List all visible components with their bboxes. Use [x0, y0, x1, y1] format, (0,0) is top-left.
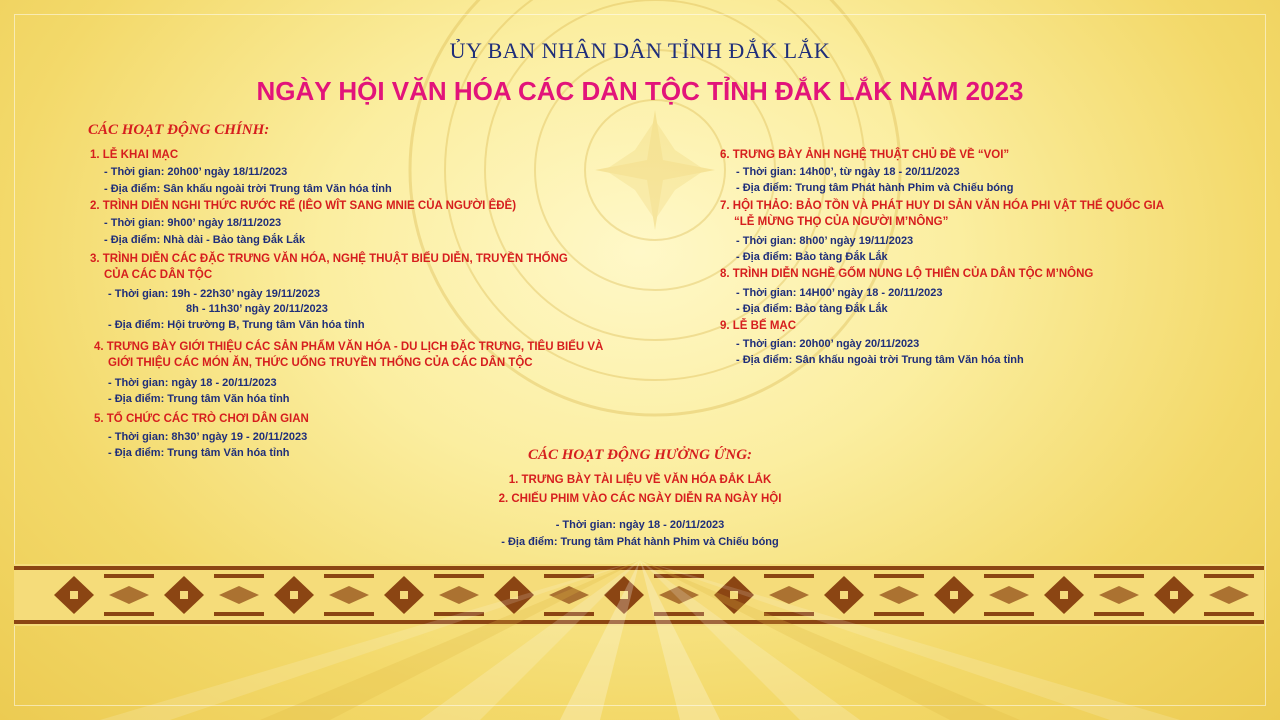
activity-7-title: 7. HỘI THẢO: BẢO TỒN VÀ PHÁT HUY DI SẢN VĂN HÓA PHI VẬT THỂ QUỐC GIA	[720, 200, 1165, 212]
activity-9-title: 9. LỄ BẾ MẠC	[720, 320, 797, 332]
activity-2-location: - Địa điểm: Nhà dài - Bảo tàng Đắk Lắk	[104, 234, 306, 246]
activity-1-title: 1. LỄ KHAI MẠC	[90, 149, 179, 161]
activity-9-time: - Thời gian: 20h00’ ngày 20/11/2023	[736, 338, 920, 350]
activity-2-time: - Thời gian: 9h00’ ngày 18/11/2023	[104, 217, 282, 229]
activity-7-time: - Thời gian: 8h00’ ngày 19/11/2023	[736, 235, 914, 247]
activity-3-time-2: 8h - 11h30’ ngày 20/11/2023	[186, 303, 328, 315]
response-item-1: 1. TRƯNG BÀY TÀI LIỆU VỀ VĂN HÓA ĐẮK LẮK	[508, 474, 772, 486]
response-time: - Thời gian: ngày 18 - 20/11/2023	[555, 519, 725, 531]
activity-6-time: - Thời gian: 14h00’, từ ngày 18 - 20/11/2023	[736, 166, 960, 178]
response-activities-heading: CÁC HOẠT ĐỘNG HƯỞNG ỨNG:	[527, 447, 753, 463]
activity-8-time: - Thời gian: 14H00’ ngày 18 - 20/11/2023	[736, 287, 943, 299]
activity-1-location: - Địa điểm: Sân khấu ngoài trời Trung tâm Văn hóa tỉnh	[104, 183, 392, 195]
main-activities-heading: CÁC HOẠT ĐỘNG CHÍNH:	[88, 122, 270, 138]
poster-title: NGÀY HỘI VĂN HÓA CÁC DÂN TỘC TỈNH ĐẮK LẮK NĂM 2023	[256, 76, 1024, 106]
response-location: - Địa điểm: Trung tâm Phát hành Phim và Chiếu bóng	[501, 536, 779, 548]
activity-1-time: - Thời gian: 20h00’ ngày 18/11/2023	[104, 166, 288, 178]
activity-4-title-line2: GIỚI THIỆU CÁC MÓN ĂN, THỨC UỐNG TRUYỀN THỐNG CỦA CÁC DÂN TỘC	[108, 357, 533, 369]
activity-4-title: 4. TRƯNG BÀY GIỚI THIỆU CÁC SẢN PHẨM VĂN HÓA - DU LỊCH ĐẶC TRƯNG, TIÊU BIỂU VÀ	[94, 341, 604, 353]
activity-3-title-line2: CỦA CÁC DÂN TỘC	[104, 269, 213, 281]
activity-3-time: - Thời gian: 19h - 22h30’ ngày 19/11/2023	[108, 288, 321, 300]
activity-5-time: - Thời gian: 8h30’ ngày 19 - 20/11/2023	[108, 431, 308, 443]
activity-5-location: - Địa điểm: Trung tâm Văn hóa tỉnh	[108, 447, 290, 459]
activity-4-time: - Thời gian: ngày 18 - 20/11/2023	[108, 377, 277, 389]
activity-6-title: 6. TRƯNG BÀY ẢNH NGHỆ THUẬT CHỦ ĐỀ VỀ “VOI”	[720, 149, 1010, 161]
organization-name: ỦY BAN NHÂN DÂN TỈNH ĐẮK LẮK	[449, 38, 831, 63]
activity-9-location: - Địa điểm: Sân khấu ngoài trời Trung tâm Văn hóa tỉnh	[736, 354, 1024, 366]
activity-2-title: 2. TRÌNH DIỄN NGHI THỨC RƯỚC RỂ (IÊO WÎT SANG MNIE CỦA NGƯỜI ÊĐÊ)	[90, 200, 517, 212]
activity-8-location: - Địa điểm: Bảo tàng Đắk Lắk	[736, 303, 888, 315]
activity-5-title: 5. TỔ CHỨC CÁC TRÒ CHƠI DÂN GIAN	[94, 413, 309, 425]
bottom-ray-decoration	[0, 560, 1280, 720]
response-item-2: 2. CHIẾU PHIM VÀO CÁC NGÀY DIỄN RA NGÀY HỘI	[498, 493, 782, 505]
activity-3-title: 3. TRÌNH DIỄN CÁC ĐẶC TRƯNG VĂN HÓA, NGHỆ THUẬT BIỂU DIỄN, TRUYỀN THỐNG	[90, 253, 568, 265]
activity-8-title: 8. TRÌNH DIỄN NGHỀ GỐM NUNG LỘ THIÊN CỦA DÂN TỘC M’NÔNG	[720, 268, 1094, 280]
activity-4-location: - Địa điểm: Trung tâm Văn hóa tỉnh	[108, 393, 290, 405]
activity-7-title-line2: “LỄ MỪNG THỌ CỦA NGƯỜI M’NÔNG”	[734, 216, 949, 228]
activity-7-location: - Địa điểm: Bảo tàng Đắk Lắk	[736, 251, 888, 263]
activity-3-location: - Địa điểm: Hội trường B, Trung tâm Văn hóa tỉnh	[108, 319, 365, 331]
activity-6-location: - Địa điểm: Trung tâm Phát hành Phim và Chiếu bóng	[736, 182, 1014, 194]
